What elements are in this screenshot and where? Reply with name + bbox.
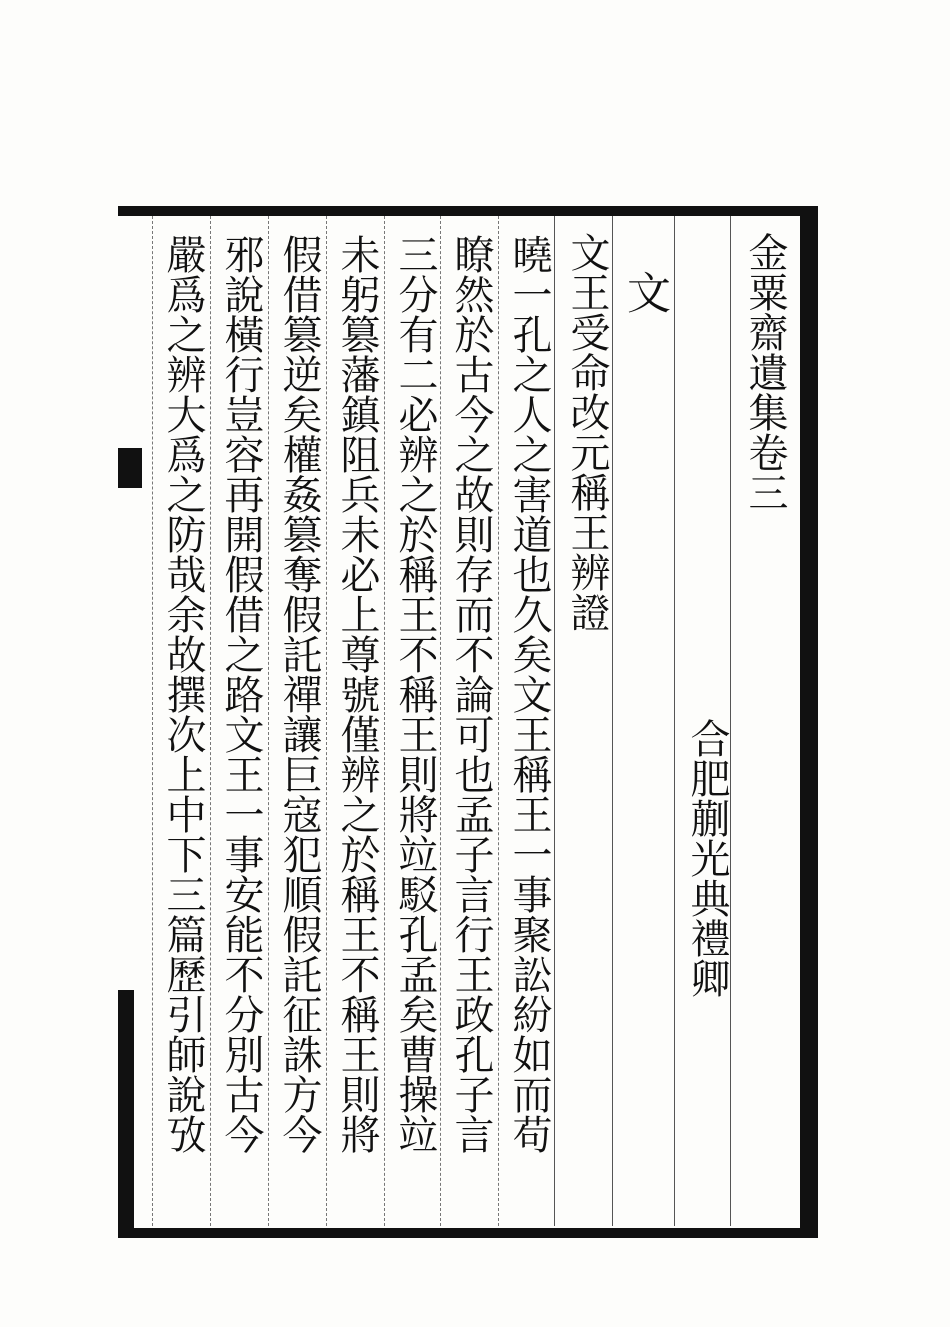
book-title: 金粟齋遺集卷三	[742, 232, 788, 512]
column-rule	[384, 216, 385, 1226]
text-column: 瞭然於古今之故則存而不論可也孟子言行王政孔子言	[448, 234, 494, 1154]
section-heading: 文	[619, 270, 670, 314]
text-column: 邪說橫行豈容再開假借之路文王一事安能不分別古今	[218, 234, 264, 1154]
column-rule	[554, 216, 555, 1226]
column-rule	[674, 216, 675, 1226]
column-rule	[612, 216, 613, 1226]
margin-edge	[118, 990, 134, 1228]
column-rule	[730, 216, 731, 1226]
text-column: 假借篡逆矣權姦篡奪假託禪讓巨寇犯順假託征誅方今	[276, 234, 322, 1154]
text-column: 三分有二必辨之於稱王不稱王則將竝駁孔孟矣曹操竝	[392, 234, 438, 1154]
column-rule	[152, 216, 153, 1226]
text-column: 未躬篡藩鎮阻兵未必上尊號僅辨之於稱王不稱王則將	[334, 234, 380, 1154]
author-line: 合肥蒯光典禮卿	[684, 718, 730, 998]
text-column: 曉一孔之人之害道也久矣文王稱王一事聚訟紛如而苟	[506, 234, 552, 1154]
fish-tail-mark	[118, 448, 142, 488]
column-rule	[268, 216, 269, 1226]
essay-title: 文王受命改元稱王辨證	[564, 232, 610, 632]
column-rule	[210, 216, 211, 1226]
column-rule	[498, 216, 499, 1226]
column-rule	[440, 216, 441, 1226]
text-column: 嚴爲之辨大爲之防哉余故撰次上中下三篇歷引師說攷	[160, 234, 206, 1154]
column-rule	[326, 216, 327, 1226]
